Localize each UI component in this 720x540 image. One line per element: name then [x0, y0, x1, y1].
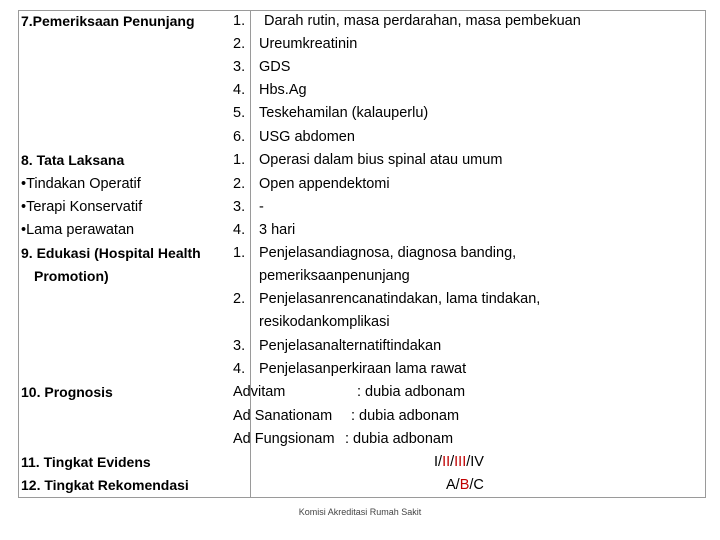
prognosis-value: : dubia adbonam	[357, 384, 466, 400]
list-item: Penjelasanrencanatindakan, lama tindakan,	[259, 291, 541, 307]
label-tata-laksana: 8. Tata Laksana	[21, 152, 125, 168]
evidens-level-highlight: III	[454, 454, 467, 470]
evidens-level: /IV	[466, 454, 484, 470]
list-number: 3.	[233, 199, 246, 215]
list-number: 4.	[233, 82, 246, 98]
footer-text: Komisi Akreditasi Rumah Sakit	[298, 507, 422, 517]
list-number: 4.	[233, 361, 246, 377]
list-item: Penjelasandiagnosa, diagnosa banding,	[259, 245, 517, 261]
prognosis-label: Advitam	[233, 384, 286, 400]
label-tindakan-operatif: •Tindakan Operatif	[21, 176, 141, 192]
rekomendasi-level-highlight: B	[459, 477, 470, 493]
label-edukasi: 9. Edukasi (Hospital Health	[21, 245, 201, 261]
list-number: 2.	[233, 291, 246, 307]
list-item: Penjelasanperkiraan lama rawat	[259, 361, 467, 377]
evidens-separator: /	[450, 454, 455, 470]
list-item: Teskehamilan (kalauperlu)	[259, 105, 429, 121]
list-number: 1.	[233, 245, 246, 261]
prognosis-label: Ad Fungsionam	[233, 431, 335, 447]
label-terapi-konservatif: •Terapi Konservatif	[21, 199, 143, 215]
list-item-continuation: pemeriksaanpenunjang	[259, 268, 410, 284]
list-number: 6.	[233, 129, 246, 145]
list-item-continuation: resikodankomplikasi	[259, 314, 390, 330]
rekomendasi-level: /C	[469, 477, 484, 493]
list-number: 1.	[233, 152, 246, 168]
list-item: Penjelasanalternatiftindakan	[259, 338, 442, 354]
evidens-value	[434, 451, 484, 474]
list-number: 3.	[233, 59, 246, 75]
evidens-level-highlight: II	[442, 454, 451, 470]
label-lama-perawatan: •Lama perawatan	[21, 222, 135, 238]
list-number: 3.	[233, 338, 246, 354]
list-item: Hbs.Ag	[259, 82, 307, 98]
evidens-level: I/	[434, 454, 443, 470]
label-tingkat-evidens: 11. Tingkat Evidens	[21, 454, 151, 470]
list-item: -	[259, 199, 264, 215]
prognosis-label: Ad Sanationam	[233, 408, 333, 424]
list-number: 2.	[233, 176, 246, 192]
list-item: Darah rutin, masa perdarahan, masa pembekuan	[264, 13, 581, 29]
rekomendasi-level: A/	[446, 477, 460, 493]
list-item: 3 hari	[259, 222, 296, 238]
prognosis-value: : dubia adbonam	[345, 431, 454, 447]
prognosis-value: : dubia adbonam	[351, 408, 460, 424]
label-tingkat-rekomendasi: 12. Tingkat Rekomendasi	[21, 477, 189, 493]
label-edukasi-cont: Promotion)	[34, 268, 109, 284]
label-pemeriksaan: 7.Pemeriksaan Penunjang	[21, 13, 195, 29]
list-item: USG abdomen	[259, 129, 355, 145]
list-number: 1.	[233, 13, 246, 29]
list-item: Operasi dalam bius spinal atau umum	[259, 152, 503, 168]
list-item: GDS	[259, 59, 291, 75]
list-number: 4.	[233, 222, 246, 238]
list-item: Open appendektomi	[259, 176, 390, 192]
list-number: 2.	[233, 36, 246, 52]
list-item: Ureumkreatinin	[259, 36, 358, 52]
label-prognosis: 10. Prognosis	[21, 384, 113, 400]
list-number: 5.	[233, 105, 246, 121]
rekomendasi-value	[446, 474, 484, 497]
